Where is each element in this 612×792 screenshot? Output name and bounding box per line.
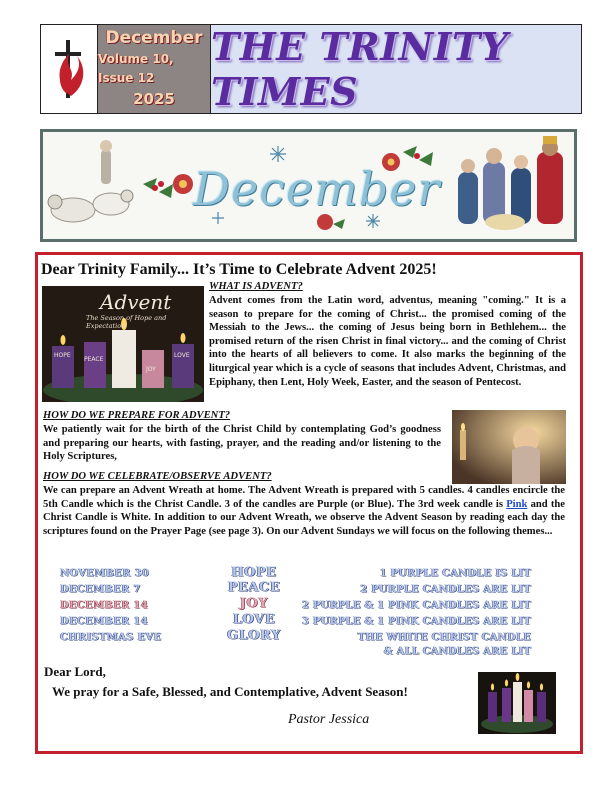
schedule-candle-1: 1 PURPLE CANDLE IS LIT [379,568,531,579]
issue-year: 2025 [133,90,175,108]
advent-wreath-image [478,672,556,734]
advent-candles-photo [42,286,204,402]
schedule-date-3: DECEMBER 14 [60,600,149,611]
schedule-theme-2: PEACE [227,580,281,595]
newsletter-title: THE TRINITY TIMES [211,24,509,114]
schedule-date-1: NOVEMBER 30 [60,568,150,579]
schedule-theme-5: GLORY [227,628,281,643]
schedule-theme-1: HOPE [231,565,277,580]
title-panel [211,25,581,113]
section-body-what-is-advent: Advent comes from the Latin word, adventus, meaning "coming." It is a season to prepare for the coming of Christ... the promised coming of the Messiah to the Jews... the coming of Jesus being born in Bethlehem... the promised return of the risen Christ in final victory... and the coming of Christ into the hearts of all believers to come. It also marks the beginning of the liturgical year which is a cycle of seasons that includes Advent, Christmas, and Epiphany, then Lent, Holy Week, Easter, and the season of Pentecost. [209,295,566,388]
schedule-date-5: CHRISTMAS EVE [60,632,162,643]
masthead [40,24,582,114]
advent-photo-title: Advent [100,290,172,314]
photo-label-hope: HOPE [54,352,71,359]
section-body-prepare: We patiently wait for the birth of the Christ Child by contemplating God’s goodness and preparing our hearts, with fasting, prayer, and the reading and/or listening to the Holy Scriptures, [43,424,441,463]
closing-prayer: We pray for a Safe, Blessed, and Contemplative, Advent Season! [52,684,408,699]
praying-child-image [452,410,566,484]
issue-info [98,25,211,113]
photo-label-joy: JOY [146,366,156,373]
schedule-candle-5: THE WHITE CHRIST CANDLE [357,632,531,643]
schedule-candle-2: 2 PURPLE CANDLES ARE LIT [360,584,531,595]
praying-child-photo [452,410,566,484]
celebrate-text-a: We can prepare an Advent Wreath at home. The Advent Wreath is prepared with 5 candles. 4 candles encircle the 5th Candle which is the Christ Candle. 3 of the candles are Purple (or Blue). The 3rd week candle is [43,485,565,510]
schedule-candle-3: 2 PURPLE & 1 PINK CANDLES ARE LIT [302,600,531,611]
schedule-theme-4: LOVE [232,612,276,627]
schedule-candle-4: 3 PURPLE & 1 PINK CANDLES ARE LIT [302,616,531,627]
advent-photo-subtitle: The Season of Hope and Expectation [86,314,167,330]
letter-heading: Dear Trinity Family... It’s Time to Celebrate Advent 2025! [41,261,437,278]
closing-salutation: Dear Lord, [44,664,106,679]
banner-title: December [193,162,441,216]
cross-flame-icon [47,34,91,104]
section-title-what-is-advent: WHAT IS ADVENT? [209,281,303,292]
closing-signature: Pastor Jessica [288,712,370,727]
section-title-prepare: HOW DO WE PREPARE FOR ADVENT? [43,410,231,421]
december-banner [40,129,577,242]
issue-month: December [105,28,203,48]
photo-label-love: LOVE [174,352,190,359]
photo-label-peace: PEACE [84,356,104,363]
section-title-celebrate: HOW DO WE CELEBRATE/OBSERVE ADVENT? [43,471,272,482]
cross-and-flame-logo [41,25,98,113]
advent-wreath-photo [478,672,556,734]
pink-link[interactable]: Pink [506,498,528,510]
section-body-celebrate [43,484,565,538]
schedule-candle-5b: & ALL CANDLES ARE LIT [383,646,531,657]
schedule-theme-3: JOY [239,596,269,611]
schedule-date-2: DECEMBER 7 [60,584,141,595]
issue-volume: Volume 10, Issue 12 [98,52,174,85]
schedule-date-4: DECEMBER 14 [60,616,149,627]
celebrate-text-b: and the Christ Candle is White. In addition to our Advent Wreath, we observe the Advent Season by reading each day the scriptures found on the Prayer Page (see page 3). On our Advent Sundays we will focus on the following themes... [43,498,566,537]
